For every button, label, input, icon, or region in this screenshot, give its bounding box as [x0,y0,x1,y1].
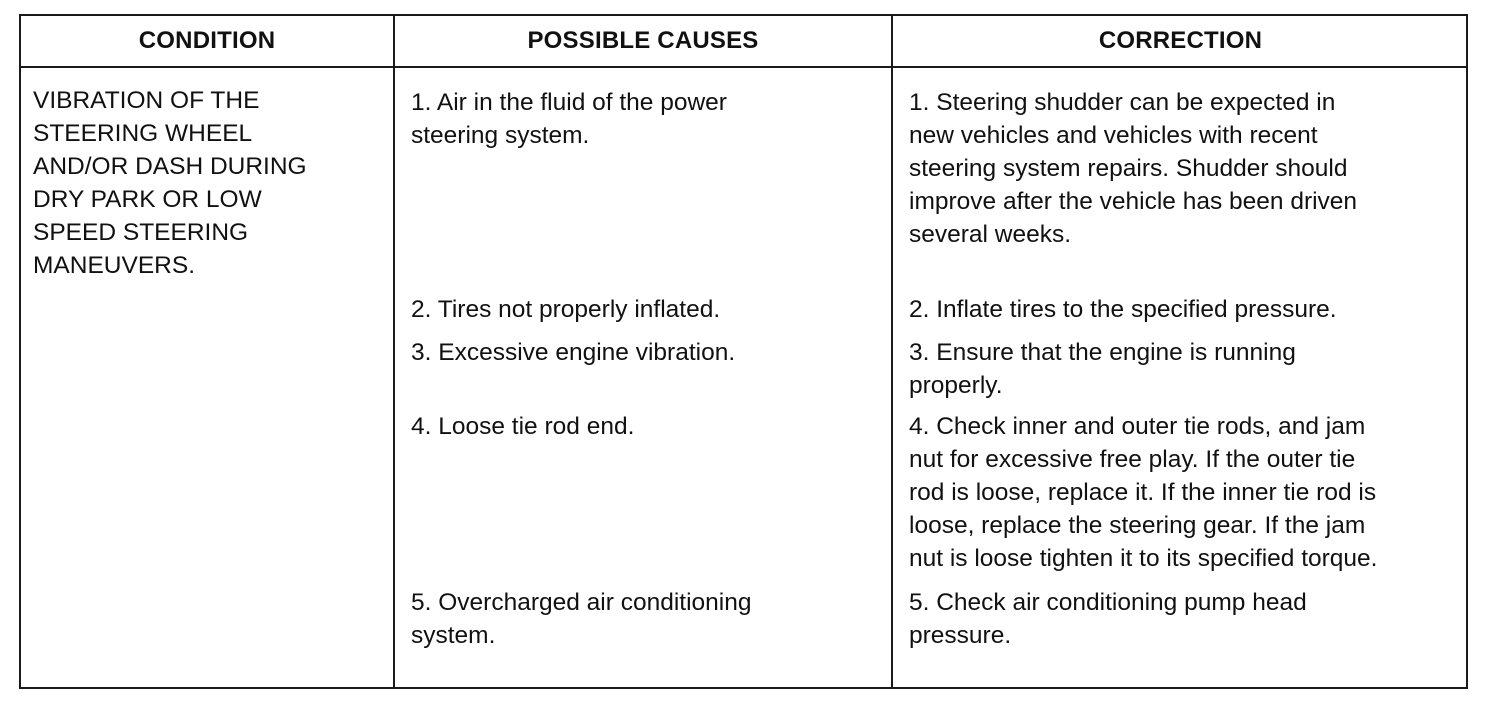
correction-item: 5. Check air conditioning pump head pressure. [909,589,1307,649]
header-possible-causes: POSSIBLE CAUSES [527,27,759,54]
cause-item: 2. Tires not properly inflated. [411,296,721,323]
cause-item: 4. Loose tie rod end. [411,413,635,440]
cause-item: 5. Overcharged air conditioning system. [411,589,752,649]
cause-item: 1. Air in the fluid of the power steering system. [411,89,727,149]
correction-item: 2. Inflate tires to the specified pressure. [909,296,1337,323]
header-condition: CONDITION [138,27,276,54]
cause-item: 3. Excessive engine vibration. [411,339,736,366]
column-divider [393,16,395,687]
correction-item: 1. Steering shudder can be expected in new vehicles and vehicles with recent steering system repairs. Shudder should improve after the vehicle has been driven several weeks. [909,89,1358,248]
correction-item: 4. Check inner and outer tie rods, and jam nut for excessive free play. If the outer tie rod is loose, replace it. If the inner tie rod is loose, replace the steering gear. If the jam nut is loose tighten it to its specified torque. [909,413,1378,572]
condition-text: VIBRATION OF THE STEERING WHEEL AND/OR DASH DURING DRY PARK OR LOW SPEED STEERING MANEUVERS. [33,87,307,279]
correction-item: 3. Ensure that the engine is running properly. [909,339,1296,399]
table-header-row [21,16,1466,68]
column-divider [891,16,893,687]
diagnosis-table [19,14,1468,689]
header-correction: CORRECTION [1098,27,1263,54]
